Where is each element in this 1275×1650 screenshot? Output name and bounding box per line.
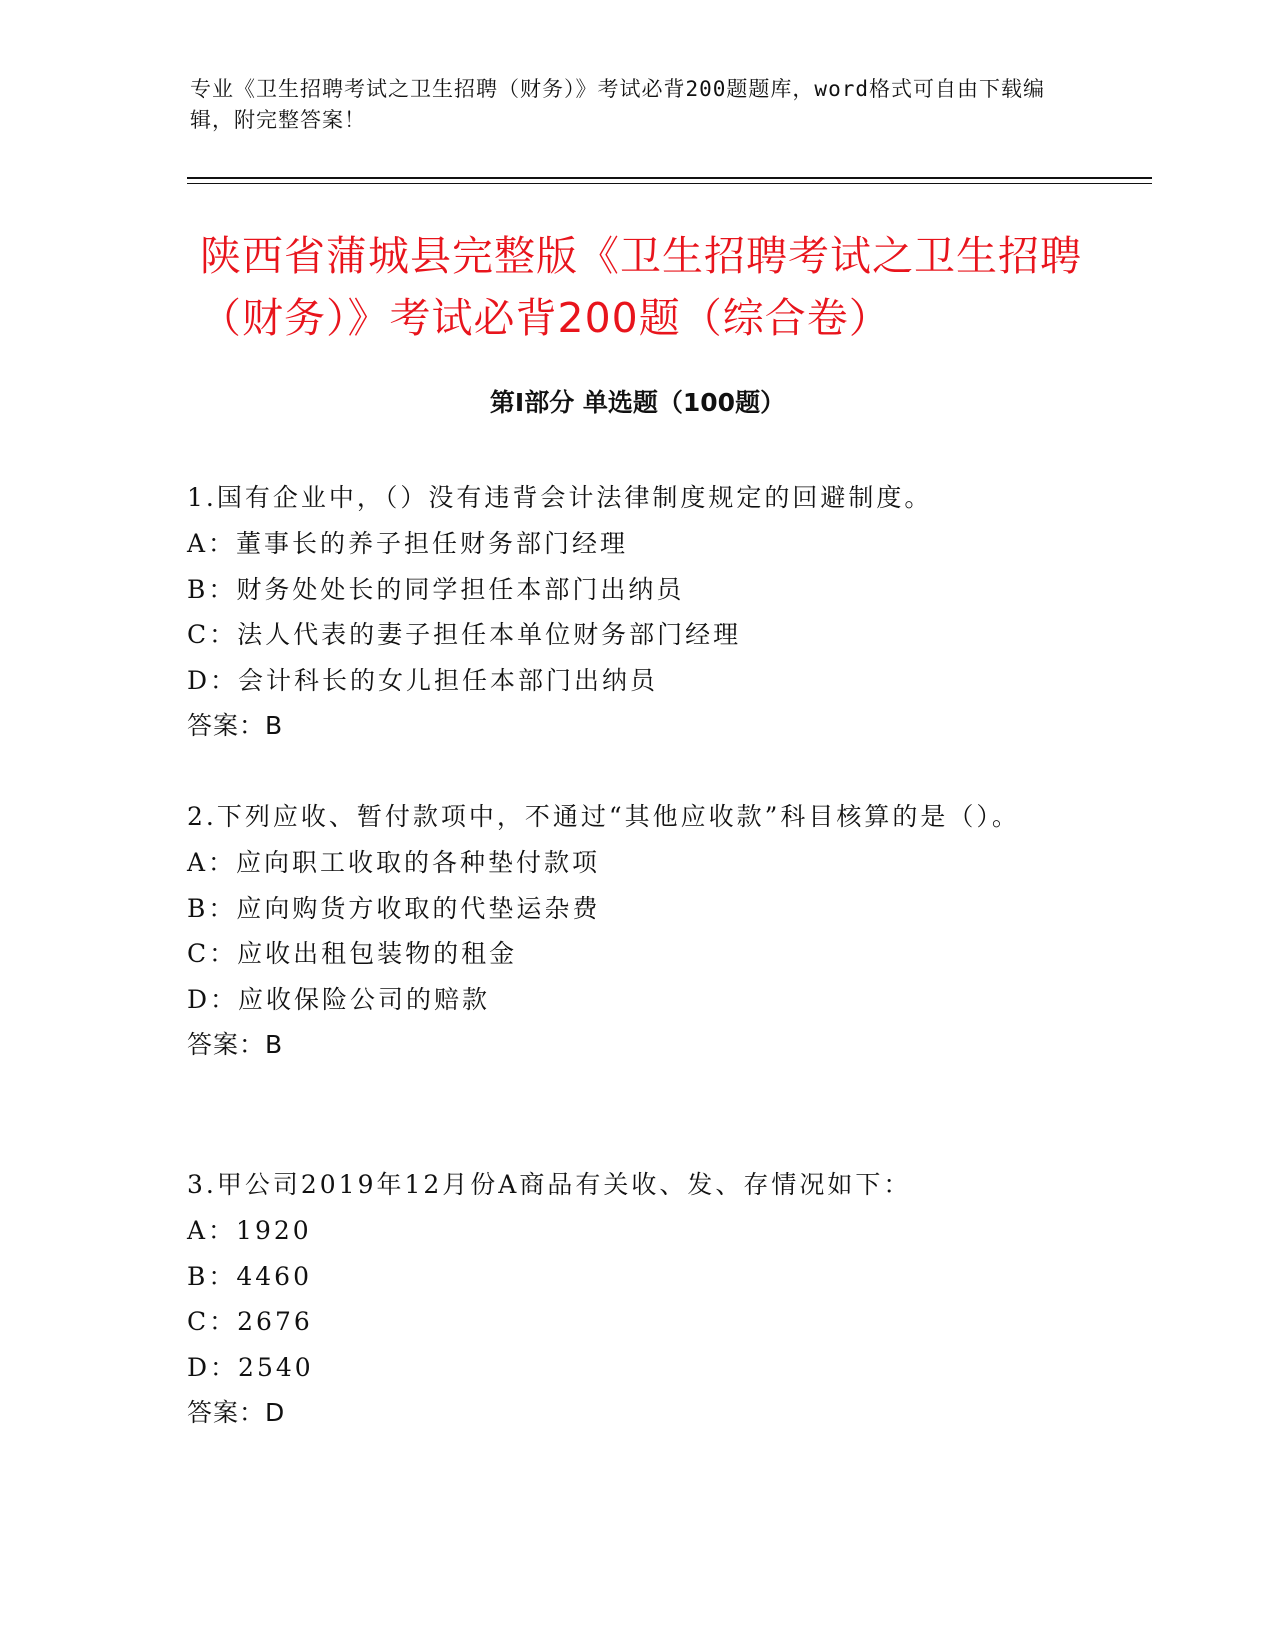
section-title: 第Ⅰ部分 单选题（100题） (489, 388, 786, 417)
question-text: 2.下列应收、暂付款项中，不通过“其他应收款”科目核算的是（）。 (187, 802, 1020, 831)
question-text: 1.国有企业中，（）没有违背会计法律制度规定的回避制度。 (187, 483, 933, 512)
question-3 (187, 1161, 1067, 1435)
option-b: B：财务处处长的同学担任本部门出纳员 (187, 574, 685, 604)
option-a: A：应向职工收取的各种垫付款项 (187, 848, 601, 877)
question-1 (187, 474, 1067, 748)
document-title: 陕西省蒲城县完整版《卫生招聘考试之卫生招聘（财务）》考试必背200题（综合卷） (200, 232, 1082, 342)
question-2 (187, 793, 1067, 1067)
option-c: C：应收出租包装物的租金 (187, 939, 518, 968)
option-c: C：2676 (187, 1307, 313, 1336)
option-a: A：董事长的养子担任财务部门经理 (187, 529, 629, 558)
option-b: B：4460 (187, 1261, 312, 1291)
answer: 答案：B (187, 711, 284, 740)
option-b: B：应向购货方收取的代垫运杂费 (187, 893, 601, 923)
option-a: A：1920 (187, 1216, 312, 1245)
answer: 答案：B (187, 1030, 284, 1059)
question-text: 3.甲公司2019年12月份A商品有关收、发、存情况如下： (187, 1170, 912, 1199)
option-d: D：应收保险公司的赔款 (187, 984, 491, 1014)
option-c: C：法人代表的妻子担任本单位财务部门经理 (187, 620, 742, 649)
option-d: D：会计科长的女儿担任本部门出纳员 (187, 665, 659, 695)
header-note: 专业《卫生招聘考试之卫生招聘（财务）》考试必背200题题库，word格式可自由下载编辑，附完整答案！ (190, 77, 1045, 132)
option-d: D：2540 (187, 1352, 314, 1382)
answer: 答案：D (187, 1398, 286, 1427)
header-rule-thick (187, 177, 1152, 179)
header-rule-thin (187, 183, 1152, 184)
